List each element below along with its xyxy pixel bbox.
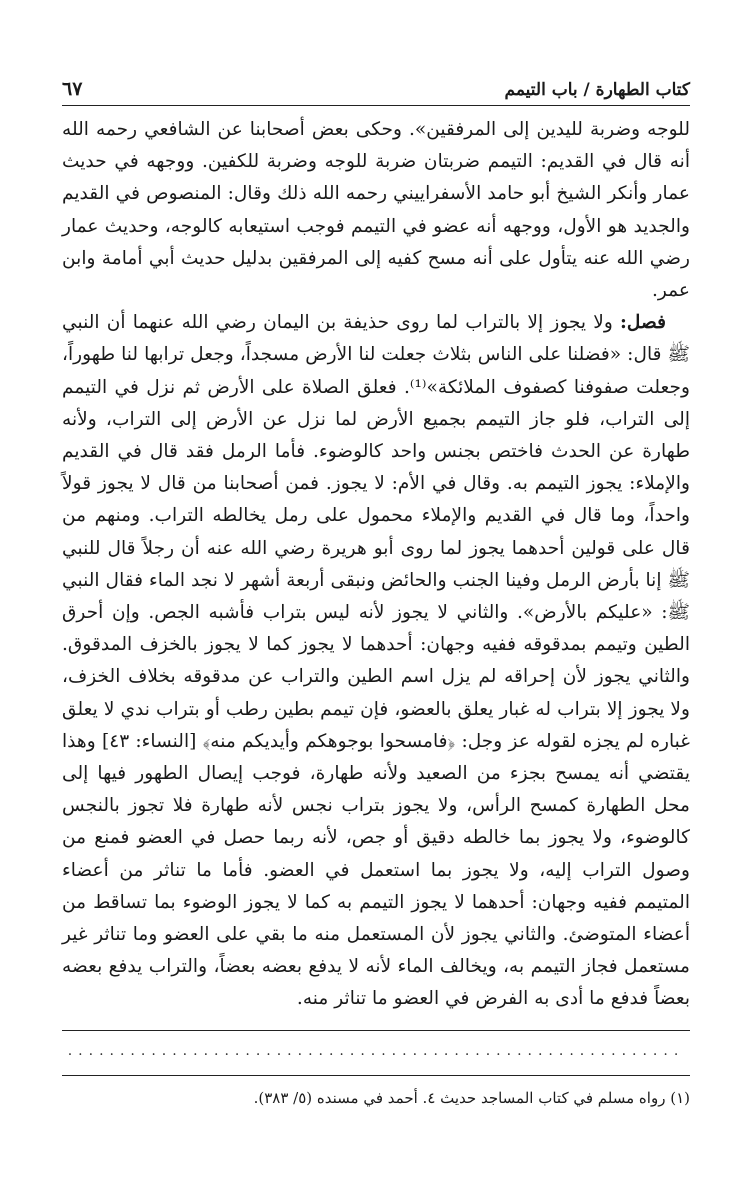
paragraph [62, 114, 690, 307]
chapter-title: كتاب الطهارة / باب التيمم [504, 80, 690, 100]
paragraph-text: ولا يجوز إلا بالتراب لما روى حذيفة بن اليمان رضي الله عنهما أن النبي ﷺ قال: «فضلنا على الناس بثلاث جعلت لنا الأرض مسجداً، وجعل ترابها لنا طهوراً، وجعلت صفوفنا كصفوف الملائكة»⁽¹⁾. فعلق الصلاة على الأرض ثم نزل في التيمم إلى التراب، فلو جاز التيمم بجميع الأرض لما نزل عن الأرض إلى التراب، ولأنه طهارة عن الحدث فاختص بجنس واحد كالوضوء. فأما الرمل فقد قال في القديم والإملاء: يجوز التيمم به. وقال في الأم: لا يجوز. فمن أصحابنا من قال لا يجوز قولاً واحداً، وما قال في القديم والإملاء محمول على رمل يخالطه التراب. ومنهم من قال على قولين أحدهما يجوز لما روى أبو هريرة رضي الله عنه أن رجلاً قال للنبي ﷺ إنا بأرض الرمل وفينا الجنب والحائض ونبقى أربعة أشهر لا نجد الماء فقال النبي ﷺ: «عليكم بالأرض». والثاني لا يجوز لأنه ليس بتراب فأشبه الجص. وإن أحرق الطين وتيمم بمدقوقه ففيه وجهان: أحدهما لا يجوز كما لا يجوز بالخزف المدقوق. والثاني يجوز لأن إحراقه لم يزل اسم الطين والتراب عن مدقوقه بخلاف الخزف، ولا يجوز إلا بتراب له غبار يعلق بالعضو، فإن تيمم بطين رطب أو بتراب ندي لا يعلق غباره لم يجزه لقوله عز وجل: ﴿فامسحوا بوجوهكم وأيديكم منه﴾ [النساء: ٤٣] وهذا يقتضي أنه يمسح بجزء من الصعيد ولأنه طهارة، فوجب إيصال الطهور فيها إلى محل الطهارة كمسح الرأس، ولا يجوز بتراب نجس لأنه طهارة فلا تجوز بالنجس كالوضوء، ولا يجوز بما خالطه دقيق أو جص، لأنه ربما حصل في العضو فمنع من وصول التراب إليه، ولا يجوز بما استعمل في العضو. فأما ما تناثر من أعضاء المتيمم ففيه وجهان: أحدهما لا يجوز التيمم به كما لا يجوز الوضوء بما تساقط من أعضاء المتوضئ. والثاني يجوز لأن المستعمل منه ما بقي على العضو وما تناثر غير مستعمل فجاز التيمم به، ويخالف الماء لأنه لا يدفع بعضه بعضاً، والتراب يدفع بعضه بعضاً فدفع ما أدى به الفرض في العضو ما تناثر منه. [62, 312, 691, 1010]
page-number: ٦٧ [62, 78, 83, 100]
dotted-separator: ........................................................... [67, 1042, 685, 1059]
main-text [62, 114, 690, 1016]
paragraph-text: للوجه وضربة لليدين إلى المرفقين». وحكى بعض أصحابنا عن الشافعي رحمه الله أنه قال في القديم: التيمم ضربتان ضربة للوجه وضربة للكفين. ووجهه في حديث عمار وأنكر الشيخ أبو حامد الأسفراييني رحمه الله ذلك وقال: المنصوص في القديم والجديد هو الأول، ووجهه أنه عضو في التيمم فوجب استيعابه كالوجه، وحديث عمار رضي الله عنه يتأول على أنه مسح كفيه إلى المرفقين بدليل حديث أبي أمامة وابن عمر. [62, 119, 690, 302]
paragraph [62, 307, 690, 1015]
book-page [62, 78, 690, 1110]
section-marker: فصل: [620, 312, 666, 334]
divider-line [62, 1030, 690, 1031]
footnote: (١) رواه مسلم في كتاب المساجد حديث ٤. أحمد في مسنده (٥/ ٣٨٣). [253, 1088, 690, 1107]
running-header [62, 78, 690, 106]
footnote-divider [62, 1075, 690, 1076]
